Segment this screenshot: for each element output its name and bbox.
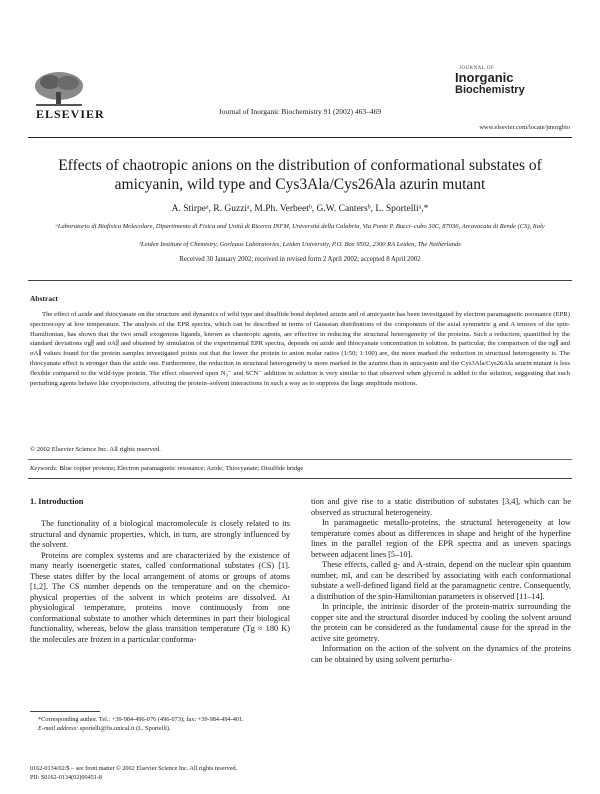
- body-paragraph-continued: tion and give rise to a static distribution of substates [3,4], which can be observed as structural heterogeneity.: [311, 497, 571, 517]
- journal-logo-line2: Biochemistry: [455, 84, 525, 96]
- abstract-top-divider: [28, 280, 572, 281]
- article-title: Effects of chaotropic anions on the distribution of conformational substates of amicyanin, wild type and Cys3Ala/Cys26Ala azurin mutant: [58, 157, 542, 193]
- abstract-heading: Abstract: [30, 294, 58, 303]
- affiliation-b: ᵇLeiden Institute of Chemistry, Gorleaus Laboratories, Leiden University, P.O. Box 9502, 2300 RA Leiden, The Netherlands: [139, 241, 461, 248]
- abstract-copyright: © 2002 Elsevier Science Inc. All rights reserved.: [30, 446, 161, 453]
- footnote: [30, 716, 290, 733]
- publisher-name: ELSEVIER: [36, 107, 105, 121]
- keywords-label: Keywords:: [30, 465, 58, 472]
- header-divider: [28, 137, 572, 138]
- email-label: E-mail address:: [38, 724, 79, 732]
- body-left-column: [30, 519, 290, 645]
- journal-citation: Journal of Inorganic Biochemistry 91 (2002) 463–469: [218, 107, 382, 116]
- section-heading-introduction: 1. Introduction: [30, 497, 84, 506]
- author-list: A. Stirpeᵃ, R. Guzziᵃ, M.Ph. Verbeetᵇ, G.W. Cantersᵇ, L. Sportelliᵃ,*: [171, 204, 429, 214]
- body-paragraph: Proteins are complex systems and are characterized by the existence of many nearly isoenergetic states, called conformational substates (CS) [1]. These states differ by the local arrangement of atoms or groups of atoms [1,2]. The CS number depends on the temperature and on the chemico-physical properties of the solvent in which proteins are dissolved. At physiological temperature, proteins move continuously from one conformational substate to another which determines in part their biological functionality, whereas, below the glass transition temperature (Tg ≈ 180 K) the molecules are frozen in a particular conforma-: [30, 550, 290, 644]
- affiliation-a: ᵃLaboratorio di Biofisica Molecolare, Dipartimento di Fisica and Unità di Ricerca INFM, Università della Calabria, Via Ponte P. Bucci–cubo 30C, 87036, Arcavacata di Rende (CS), Italy: [55, 223, 545, 230]
- page-footer: [30, 764, 430, 782]
- footer-pii: PII: S0162-0134(02)00451-8: [30, 774, 103, 781]
- body-paragraph: Information on the action of the solvent on the dynamics of the proteins can be obtained by using solvent perturba-: [311, 644, 571, 664]
- body-paragraph: The functionality of a biological macromolecule is closely related to its structural and dynamic properties, which, in turn, are strongly influenced by the solvent.: [30, 519, 290, 549]
- journal-logo: [455, 66, 567, 96]
- publisher-logo: [28, 70, 98, 108]
- keywords-text: Blue copper proteins; Electron paramagnetic resonance; Azide; Thiocyanate; Disulfide bridge: [59, 465, 304, 472]
- email-address[interactable]: sportelli@fis.unical.it (L. Sportelli).: [79, 724, 171, 732]
- journal-url[interactable]: www.elsevier.com/locate/jinorgbio: [479, 124, 570, 131]
- corresponding-author: *Corresponding author. Tel.: +39-984-496-076 (496-073); fax: +39-984-494-401.: [38, 716, 244, 723]
- footer-issn: 0162-0134/02/$ – see front matter © 2002 Elsevier Science Inc. All rights reserved.: [30, 765, 238, 772]
- keywords: [30, 465, 570, 472]
- body-top-divider: [28, 478, 572, 479]
- footnote-divider: [30, 711, 100, 712]
- abstract-text: The effect of azide and thiocyanate on the structure and dynamics of wild type and disulfide bond depleted azurin and of amicyanin has been investigated by electron paramagnetic resonance (EPR) spectroscopy at low temperature. The analysis of the EPR spectra, which can be described in terms of Gaussian distributions of the components of the axial symmetric g and A tensors of the spin-Hamiltonian, has shown that the two small exogenous ligands, known as chaotropic agents, are effective in reducing the structural heterogeneity of the proteins. Such a reduction, quantified by the standard deviations σg∥ and σA∥ and obtained by simulation of the experimental EPR spectra, depends on azide and thiocyanate concentration in solution. In particular, the comparison of the σg∥ and σA∥ values found for the protein samples investigated points out that the lower the protein to anion molar ratios (1:50; 1:100) are, the more marked the reduction in structural heterogeneity is. The thiocyanate effect is stronger than the azide one. Furthermore, the reduction in structural heterogeneity is more marked in the azurins than in amicyanin and the Cys3Ala/Cys26Ala azurin mutant is less flexible compared to the wild-type protein. The effect observed upon N₃⁻ and SCN⁻ addition in solution is very similar to that observed when glycerol is added to the solution, suggesting that such perturbing agents behave like cryoprotectors, affecting the protein–solvent interactions in such a way as to suppress the large amplitude motions.: [30, 311, 570, 387]
- body-right-column: [311, 497, 571, 665]
- keywords-divider: [28, 459, 572, 460]
- body-paragraph: In paramagnetic metallo-proteins, the structural heterogeneity at low temperature comes about as differences in shape and height of the hyperfine lines in the parallel region of the EPR spectra and as uneven spacings between adjacent lines [5–10].: [311, 518, 571, 559]
- email-line: [30, 725, 290, 734]
- journal-logo-line1: Inorganic: [455, 70, 514, 85]
- received-dates: Received 30 January 2002; received in revised form 2 April 2002; accepted 8 April 2002: [179, 256, 421, 263]
- elsevier-tree-icon: [28, 70, 90, 108]
- journal-logo-small: JOURNAL OF: [459, 66, 495, 71]
- body-paragraph: In principle, the intrinsic disorder of the protein-matrix surrounding the copper site and the structural disorder induced by cooling the solvent around the protein can be considered as the fundamental cause for the spread in the active site geometry.: [311, 602, 571, 643]
- body-paragraph: These effects, called g- and A-strain, depend on the nuclear spin quantum number, mI, and can be described by associating with each conformational substate a well-defined ligand field at the paramagnetic centre. Consequently, a distribution of the spin-Hamiltonian parameters is observed [11–14].: [311, 560, 571, 601]
